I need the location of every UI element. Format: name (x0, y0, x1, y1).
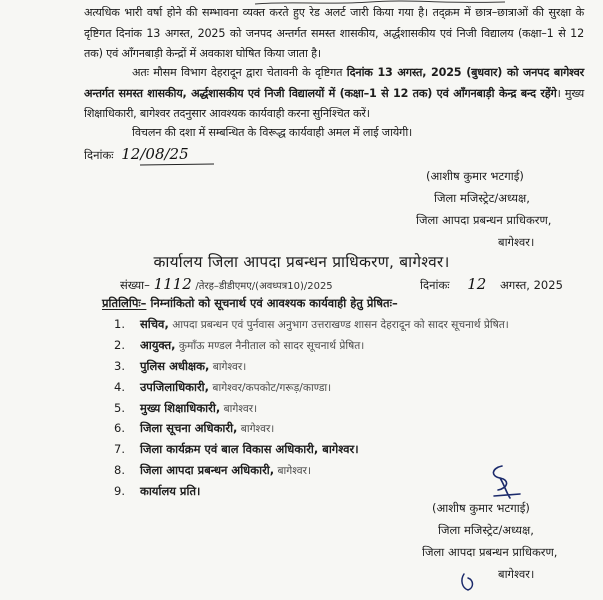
list-item (114, 377, 509, 398)
copy-heading-text: निम्नांकितो को सूचनार्थ एवं आवश्यक कार्यवाही हेतु प्रेषितः– (146, 296, 398, 310)
paragraph-action-warning: विचलन की दशा में सम्बन्धित के विरूद्ध कार्यवाही अमल में लाई जायेगी। (132, 126, 413, 139)
list-item (114, 314, 509, 335)
list-item-number: 1. (114, 317, 125, 331)
list-item-recipient: जिला सूचना अधिकारी, (140, 421, 238, 436)
copy-heading-label: प्रतिलिपिः– (102, 296, 147, 310)
paragraph-red-alert: अत्यधिक भारी वर्षा होने की सम्भावना व्यक्त करते हुए रेड अलर्ट जारी किया गया है। तद्क्रम में छात्र–छात्राओं की सुरक्षा के दृष्टिगत दिनांक 13 अगस्त, 2025 को जनपद अन्तर्गत समस्त शासकीय, अर्द्धशासकीय एवं निजी विद्यालय (कक्षा–1 से 12 तक) एवं आँगनबाड़ी केन्द्रों में अवकाश घोषित किया जाता है। (84, 6, 584, 60)
order-date-label: दिनांकः (84, 148, 114, 162)
list-item-recipient: सचिव, (140, 317, 169, 331)
handwritten-signature (480, 462, 530, 502)
list-item-recipient: आयुक्त, (140, 337, 176, 352)
signatory-name: (आशीष कुमार भटगाई) (432, 501, 530, 515)
list-item-recipient: कार्यालय प्रति। (140, 484, 201, 499)
reference-number-suffix: /तेरह–डीडीएमए/(अवध्पत्र10)/2025 (195, 281, 333, 292)
list-item-number: 3. (114, 358, 125, 373)
list-item-recipient: जिला कार्यक्रम एवं बाल विकास अधिकारी, बागेश्वर। (140, 442, 359, 457)
paragraph-2-intro: अतः मौसम विभाग देहरादून द्वारा चेतावनी के दृष्टिगत (132, 66, 347, 79)
list-item (114, 356, 509, 377)
list-item-number: 4. (114, 379, 125, 394)
office-title: कार्यालय जिला आपदा प्रबन्धन प्राधिकरण, बागेश्वर। (153, 253, 450, 271)
reference-number-value: 1112 (153, 275, 192, 293)
list-item-detail: कुमाँऊ मण्डल नैनीताल को सादर सूचनार्थ प्रेषित। (175, 339, 365, 352)
copy-heading (102, 296, 398, 311)
list-item-detail: बागेश्वर/कपकोट/गरूड़/काण्डा। (209, 381, 332, 394)
list-item-number: 6. (114, 421, 125, 436)
reference-date-rest: अगस्त, 2025 (500, 278, 563, 292)
signatory-authority: जिला आपदा प्रबन्धन प्राधिकरण, (416, 213, 552, 227)
initial-mark (458, 570, 478, 594)
list-item-number: 5. (114, 400, 125, 415)
list-item (114, 439, 509, 460)
list-item-recipient: पुलिस अधीक्षक, (140, 358, 210, 373)
reference-date-label: दिनांकः (420, 278, 450, 292)
signature-block-bottom (402, 497, 557, 585)
signatory-place: बागेश्वर। (498, 567, 535, 581)
signatory-name: (आशीष कुमार भटगाई) (426, 169, 524, 183)
reference-date-day: 12 (467, 275, 487, 293)
order-date-value: 12/08/25 (121, 145, 189, 163)
list-item (114, 398, 509, 419)
signatory-designation: जिला मजिस्ट्रेट/अध्यक्ष, (438, 523, 534, 537)
list-item-detail: आपदा प्रबन्धन एवं पुर्नवास अनुभाग उत्तराखण्ड शासन देहरादून को सादर सूचनार्थ प्रेषित। (168, 319, 509, 331)
copy-recipient-list (114, 314, 509, 502)
reference-date (420, 275, 563, 293)
list-item-number: 2. (114, 337, 125, 352)
date-underline (138, 162, 218, 168)
list-item-detail: बागेश्वर। (274, 465, 311, 478)
paragraph-2-bold: दिनांक 13 अगस्त, 2025 (बुधवार) को जनपद बागेश्वर अन्तर्गत समस्त शासकीय, अर्द्धशासकीय एवं निजी विद्यालयों में (कक्षा–1 से 12 तक) एवं आँगनबाड़ी केन्द्र बन्द रहेंगे (84, 66, 584, 100)
reference-number (120, 275, 333, 293)
list-item-recipient: मुख्य शिक्षाधिकारी, (140, 400, 221, 415)
paragraph-school-closure (84, 63, 584, 125)
list-item (114, 418, 509, 439)
signatory-designation: जिला मजिस्ट्रेट/अध्यक्ष, (434, 191, 530, 205)
list-item-number: 7. (114, 442, 125, 457)
list-item-number: 9. (114, 484, 125, 499)
signatory-authority: जिला आपदा प्रबन्धन प्राधिकरण, (422, 545, 558, 559)
list-item-recipient: जिला आपदा प्रबन्धन अधिकारी, (140, 463, 275, 478)
list-item-detail: बागेश्वर। (220, 402, 258, 415)
list-item-recipient: उपजिलाधिकारी, (140, 379, 210, 394)
reference-number-label: संख्या– (120, 278, 150, 292)
list-item-detail: बागेश्वर। (237, 423, 275, 436)
list-item (114, 335, 509, 356)
paragraph-2-tail: । मुख्य शिक्षाधिकारी, बागेश्वर तदनुसार आवश्यक कार्यवाही करना सुनिश्चित करें। (84, 86, 584, 120)
list-item (114, 460, 509, 481)
order-date (84, 145, 189, 163)
signature-block-top (402, 165, 551, 253)
list-item-number: 8. (114, 463, 125, 478)
signatory-place: बागेश्वर। (498, 235, 535, 249)
list-item-detail: बागेश्वर। (209, 360, 247, 373)
